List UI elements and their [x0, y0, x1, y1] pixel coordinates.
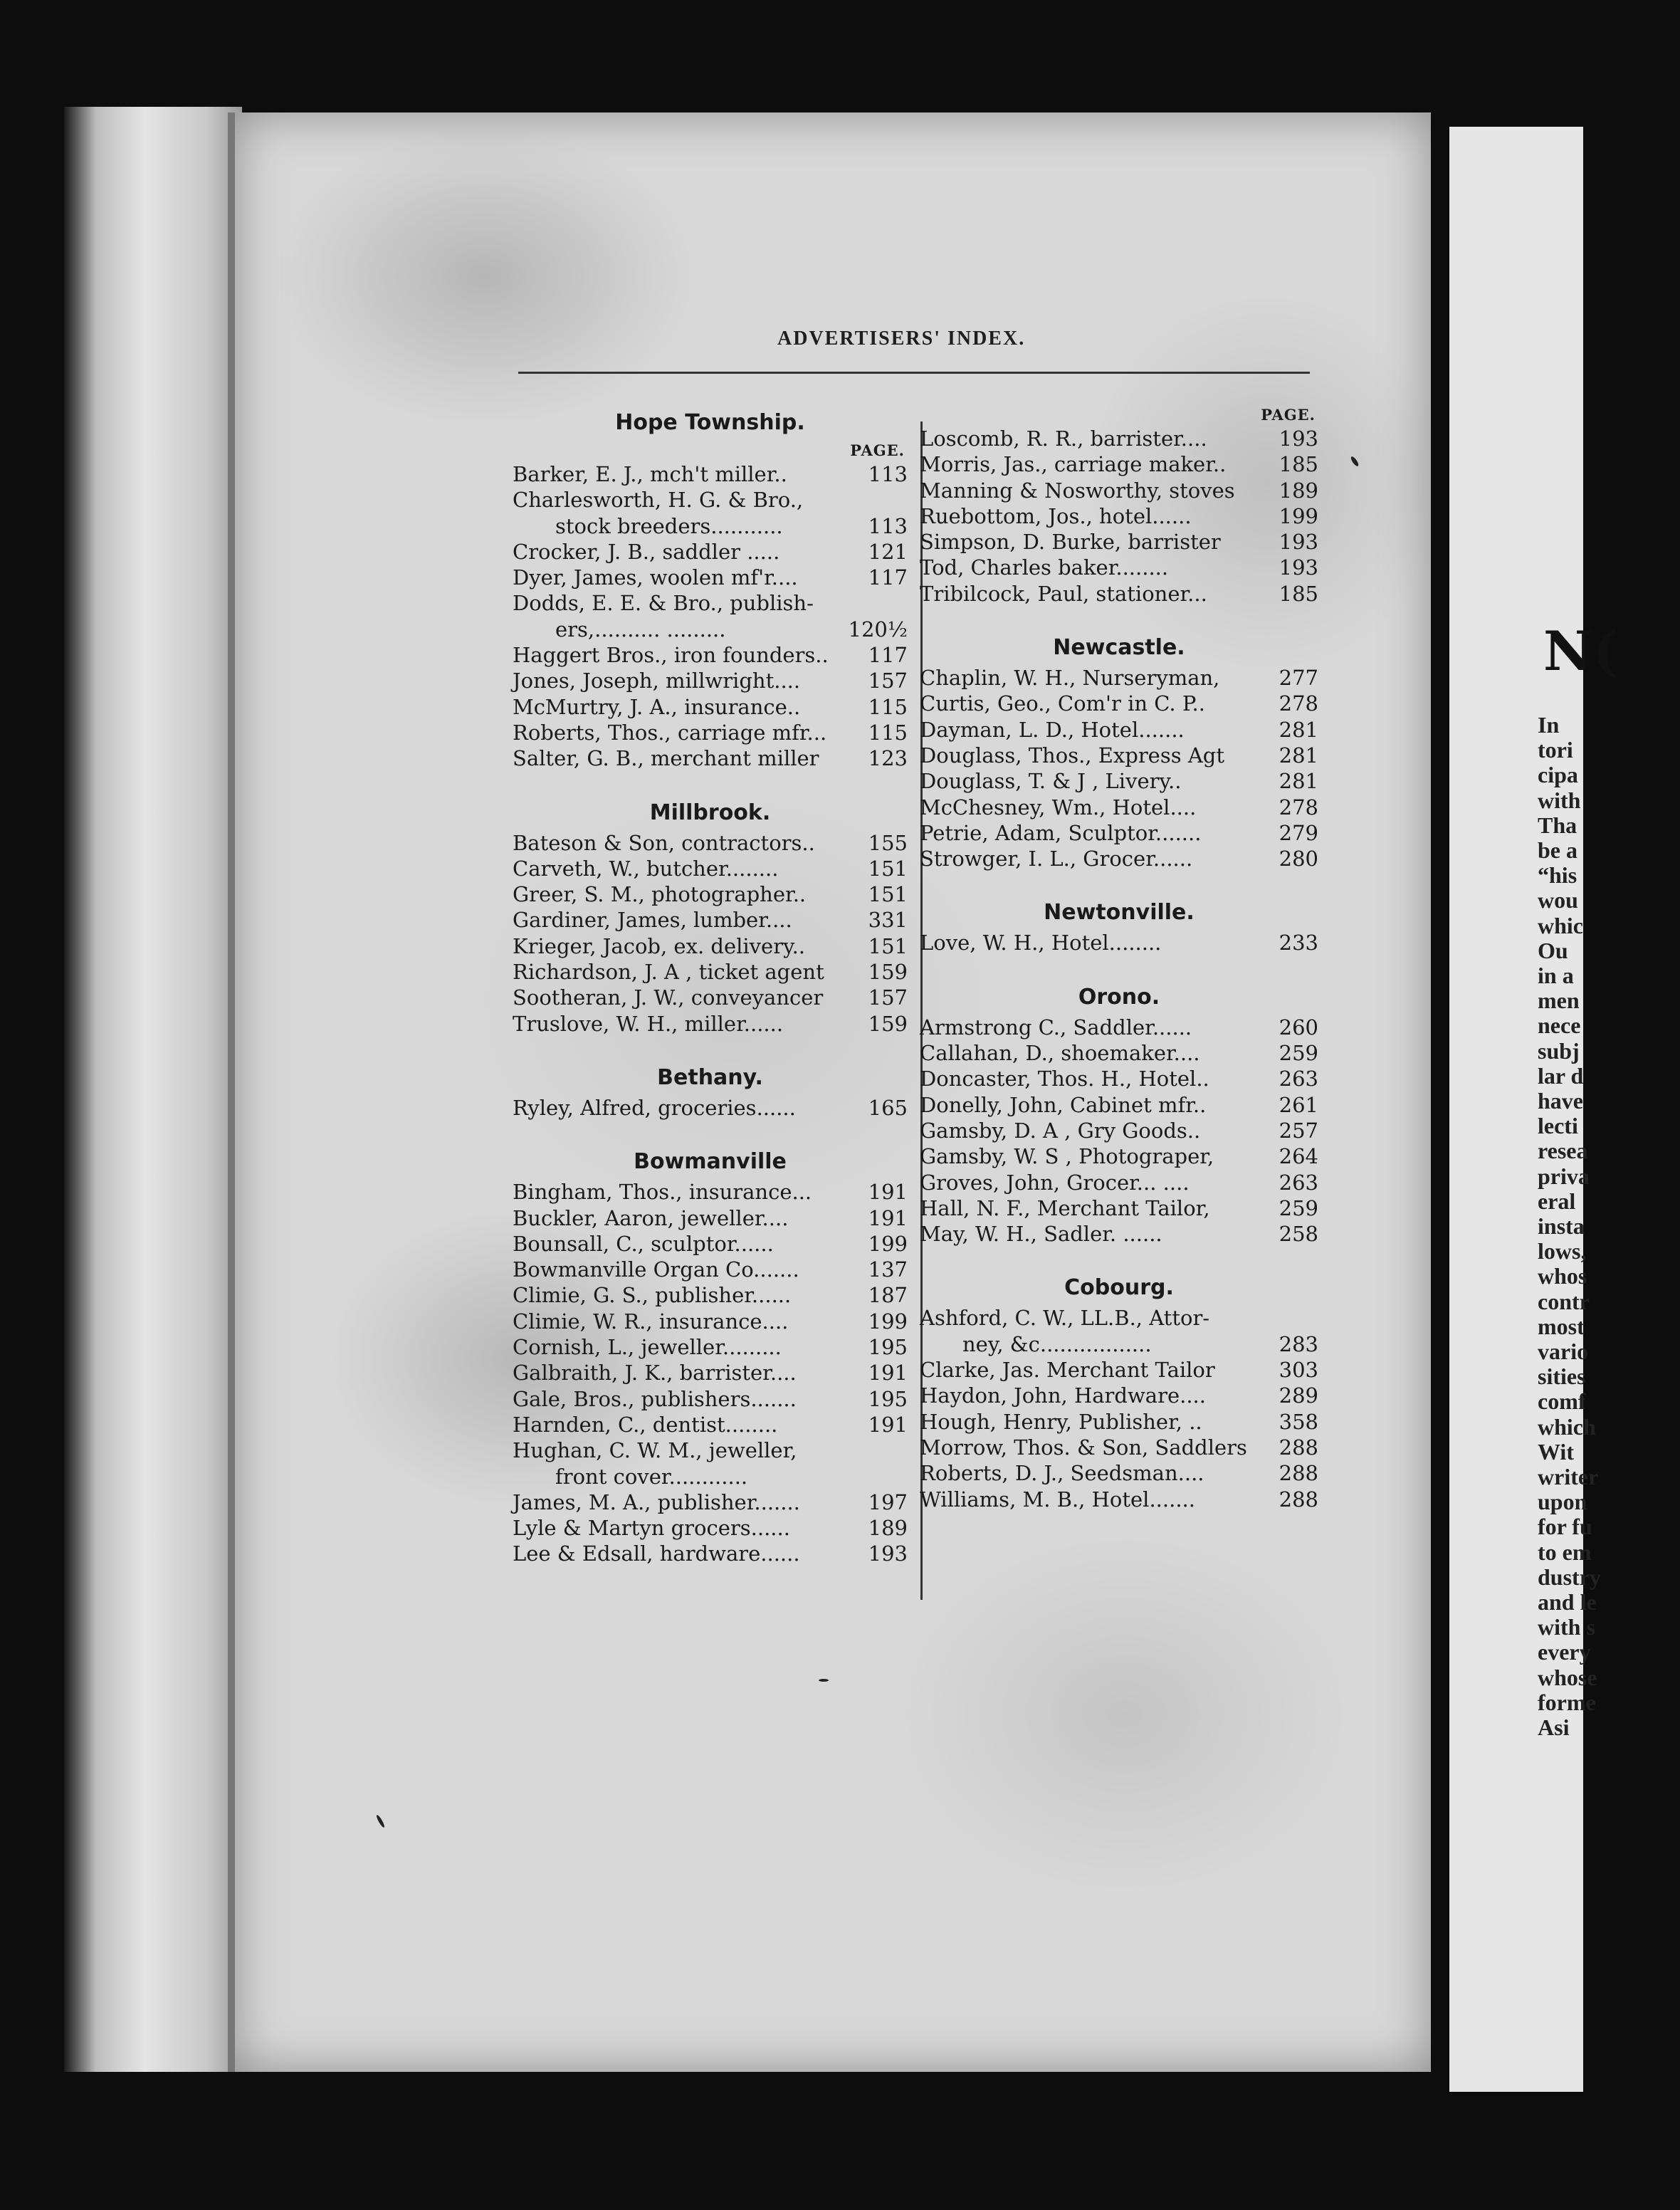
advertiser-name: Tribilcock, Paul, stationer... [920, 581, 1207, 606]
index-entry [513, 1360, 908, 1386]
facing-page-line: contr [1538, 1288, 1590, 1314]
facing-page-line: Wit [1538, 1438, 1574, 1465]
index-entry [920, 1331, 1318, 1357]
page-number: 281 [1279, 769, 1318, 794]
page-number: 278 [1279, 795, 1318, 819]
facing-page-heading: N( [1543, 619, 1619, 683]
advertiser-name: Climie, G. S., publisher...... [513, 1283, 792, 1308]
index-entry [920, 581, 1318, 607]
index-entry [513, 694, 908, 720]
index-entry [513, 1437, 908, 1463]
advertiser-name: Dodds, E. E. & Bro., publish- [513, 591, 814, 616]
index-entry [513, 539, 908, 565]
section-heading: Orono. [1078, 984, 1160, 1010]
index-entry [920, 768, 1318, 794]
advertiser-name: Armstrong C., Saddler...... [920, 1015, 1192, 1039]
page-number: 187 [868, 1283, 908, 1308]
advertiser-name: McMurtry, J. A., insurance.. [513, 694, 801, 719]
index-entry [513, 1205, 908, 1231]
advertiser-name: Love, W. H., Hotel........ [920, 931, 1162, 955]
advertiser-name: Bounsall, C., sculptor...... [513, 1231, 774, 1256]
index-entry [920, 820, 1318, 846]
facing-page-line: lar d [1538, 1062, 1584, 1089]
page-title: ADVERTISERS' INDEX. [777, 328, 1026, 350]
page-number: 191 [868, 1361, 908, 1386]
index-entry [513, 907, 908, 933]
advertiser-name: Callahan, D., shoemaker.... [920, 1041, 1200, 1066]
index-entry [920, 1170, 1318, 1195]
advertiser-name: Clarke, Jas. Merchant Tailor [920, 1358, 1215, 1383]
index-entry [513, 1095, 908, 1121]
advertiser-name: front cover............ [555, 1464, 748, 1489]
page-column-label: PAGE. [1261, 406, 1316, 424]
left-column [513, 404, 908, 1567]
facing-page-line: Tha [1538, 812, 1577, 838]
facing-page-line: eral [1538, 1188, 1576, 1214]
advertiser-name: Williams, M. B., Hotel....... [920, 1487, 1195, 1512]
advertiser-name: Truslove, W. H., miller...... [513, 1011, 784, 1036]
facing-page-line: whic [1538, 912, 1583, 938]
page-number: 185 [1279, 452, 1318, 477]
index-entry [513, 720, 908, 745]
advertiser-name: Bowmanville Organ Co....... [513, 1257, 799, 1282]
section-heading: Hope Township. [615, 410, 805, 435]
facing-page-line: wou [1538, 887, 1578, 913]
index-entry [920, 1118, 1318, 1143]
index-entry [513, 1257, 908, 1282]
facing-page-line: with s [1538, 1614, 1595, 1640]
index-entry [920, 1383, 1318, 1408]
page-number: 279 [1279, 820, 1318, 845]
page-number: 260 [1279, 1015, 1318, 1039]
advertiser-name: Ruebottom, Jos., hotel...... [920, 503, 1192, 528]
page-number: 259 [1279, 1195, 1318, 1220]
facing-page-line: which [1538, 1413, 1596, 1440]
page-number: 280 [1279, 847, 1318, 871]
facing-page-line: Ou [1538, 937, 1568, 963]
advertiser-name: May, W. H., Sadler. ...... [920, 1222, 1162, 1247]
page-number: 193 [1279, 555, 1318, 580]
page-number: 189 [868, 1516, 908, 1541]
section-heading: Bowmanville [634, 1149, 787, 1175]
facing-page-line: whose [1538, 1664, 1597, 1690]
index-entry [920, 930, 1318, 955]
page-column-label: PAGE. [850, 441, 905, 459]
left-page-edge [64, 107, 242, 2072]
page-number: 159 [868, 1011, 908, 1036]
facing-page-line: resea [1538, 1138, 1588, 1164]
advertiser-name: ers,.......... ......... [555, 617, 726, 641]
page-number: 193 [1279, 426, 1318, 451]
index-entry [513, 745, 908, 771]
index-entry [513, 1309, 908, 1334]
index-entry [513, 830, 908, 856]
page-number: 193 [868, 1541, 908, 1566]
facing-page-line: have [1538, 1088, 1583, 1114]
index-entry [513, 642, 908, 668]
facing-page-line: and le [1538, 1589, 1597, 1615]
facing-page-line: priva [1538, 1163, 1590, 1189]
advertiser-name: Salter, G. B., merchant miller [513, 746, 819, 771]
index-entry [920, 1460, 1318, 1486]
facing-page-line: In [1538, 712, 1560, 738]
advertiser-name: Bateson & Son, contractors.. [513, 830, 815, 855]
page-number: 257 [1279, 1118, 1318, 1143]
index-entry [513, 1464, 908, 1489]
page-number: 199 [1279, 503, 1318, 528]
index-entry [920, 503, 1318, 529]
advertiser-name: Roberts, D. J., Seedsman.... [920, 1461, 1204, 1486]
page-number: 278 [1279, 691, 1318, 716]
page-number: 113 [868, 513, 908, 538]
index-entry [513, 881, 908, 907]
facing-page-line: vario [1538, 1339, 1589, 1364]
advertiser-name: Chaplin, W. H., Nurseryman, [920, 666, 1220, 691]
advertiser-name: Ashford, C. W., LL.B., Attor- [920, 1306, 1210, 1331]
index-entry [920, 1221, 1318, 1247]
advertiser-name: Buckler, Aaron, jeweller.... [513, 1205, 789, 1230]
advertiser-name: Jones, Joseph, millwright.... [513, 669, 801, 693]
advertiser-name: Tod, Charles baker........ [920, 555, 1169, 580]
index-entry [920, 1357, 1318, 1383]
advertiser-name: James, M. A., publisher....... [513, 1489, 800, 1514]
advertiser-name: Hough, Henry, Publisher, .. [920, 1409, 1202, 1434]
advertiser-name: Harnden, C., dentist........ [513, 1412, 778, 1437]
index-entry [920, 1195, 1318, 1221]
page-number: 331 [868, 908, 908, 933]
facing-page-line: lecti [1538, 1113, 1578, 1139]
index-entry [513, 487, 908, 513]
advertiser-name: Climie, W. R., insurance.... [513, 1309, 789, 1334]
facing-page-line: men [1538, 988, 1580, 1014]
advertiser-name: Morrow, Thos. & Son, Saddlers [920, 1435, 1247, 1460]
advertiser-name: Douglass, T. & J , Livery.. [920, 769, 1182, 794]
index-entry [920, 1066, 1318, 1091]
advertiser-name: Haydon, John, Hardware.... [920, 1383, 1206, 1408]
advertiser-name: Galbraith, J. K., barrister.... [513, 1361, 797, 1386]
page-number: 263 [1279, 1170, 1318, 1195]
index-entry [513, 1179, 908, 1205]
page-number: 151 [868, 882, 908, 907]
advertiser-name: Greer, S. M., photographer.. [513, 882, 807, 907]
index-entry [920, 555, 1318, 580]
facing-page-line: to em [1538, 1539, 1592, 1565]
advertiser-name: Groves, John, Grocer... .... [920, 1170, 1190, 1195]
facing-page-line: insta [1538, 1213, 1585, 1239]
index-entry [513, 1386, 908, 1412]
page-number: 281 [1279, 743, 1318, 768]
facing-page-line: every [1538, 1639, 1591, 1665]
index-entry [513, 461, 908, 487]
index-entry [920, 1435, 1318, 1460]
index-entry [513, 1489, 908, 1515]
facing-page-line: “his [1538, 862, 1577, 889]
advertiser-name: Lee & Edsall, hardware...... [513, 1541, 800, 1566]
index-entry [920, 1015, 1318, 1040]
advertiser-name: Hall, N. F., Merchant Tailor, [920, 1195, 1210, 1220]
page-number: 157 [868, 669, 908, 693]
index-entry [920, 665, 1318, 691]
facing-page-line: lows, [1538, 1238, 1587, 1264]
index-entry [513, 1011, 908, 1037]
index-entry [920, 717, 1318, 743]
index-entry [920, 1040, 1318, 1066]
page-number: 263 [1279, 1067, 1318, 1091]
page-number: 120½ [848, 617, 908, 641]
advertiser-name: Cornish, L., jeweller......... [513, 1335, 782, 1360]
page-number: 358 [1279, 1409, 1318, 1434]
index-entry [513, 1231, 908, 1257]
advertiser-name: Haggert Bros., iron founders.. [513, 643, 829, 668]
index-entry [513, 1282, 908, 1308]
index-entry [920, 795, 1318, 820]
facing-page-line: forme [1538, 1689, 1596, 1715]
index-entry [513, 617, 908, 642]
section-heading: Cobourg. [1064, 1275, 1174, 1301]
page-number: 233 [1279, 931, 1318, 955]
facing-page-line: most [1538, 1313, 1585, 1339]
index-entry [513, 959, 908, 985]
page-number: 191 [868, 1205, 908, 1230]
facing-page-line: writer [1538, 1464, 1599, 1489]
page-number: 281 [1279, 717, 1318, 742]
page-number: 199 [868, 1309, 908, 1334]
advertiser-name: Barker, E. J., mch't miller.. [513, 462, 787, 486]
advertiser-name: McChesney, Wm., Hotel.... [920, 795, 1197, 819]
section-heading: Newcastle. [1053, 635, 1185, 661]
page-number: 159 [868, 960, 908, 985]
index-entry [513, 1334, 908, 1360]
facing-page-line: whos [1538, 1263, 1587, 1289]
index-entry [513, 1515, 908, 1541]
index-entry [920, 743, 1318, 768]
ink-speck [819, 1679, 829, 1682]
page-number: 283 [1279, 1331, 1318, 1356]
index-entry [513, 1541, 908, 1566]
advertiser-name: Bingham, Thos., insurance... [513, 1180, 812, 1205]
index-entry [920, 451, 1318, 477]
index-entry [513, 565, 908, 590]
right-column [920, 404, 1318, 1512]
index-entry [513, 590, 908, 616]
page-number: 113 [868, 462, 908, 486]
index-entry [513, 513, 908, 539]
index-entry [513, 985, 908, 1010]
index-entry [513, 668, 908, 693]
facing-page-line: sities [1538, 1363, 1586, 1390]
page-number: 288 [1279, 1487, 1318, 1512]
advertiser-name: Curtis, Geo., Com'r in C. P.. [920, 691, 1205, 716]
facing-page-line: in a [1538, 963, 1574, 988]
facing-page-line: comf [1538, 1388, 1586, 1415]
page-number: 151 [868, 856, 908, 881]
page-number: 191 [868, 1412, 908, 1437]
page-number: 121 [868, 539, 908, 564]
index-entry [513, 933, 908, 959]
section-heading: Newtonville. [1044, 900, 1195, 926]
page-number: 197 [868, 1489, 908, 1514]
index-entry [920, 1305, 1318, 1331]
advertiser-name: Donelly, John, Cabinet mfr.. [920, 1092, 1207, 1117]
page-number: 151 [868, 933, 908, 958]
page-number: 165 [868, 1095, 908, 1120]
facing-page-line: Asi [1538, 1714, 1570, 1740]
page-number: 264 [1279, 1144, 1318, 1169]
advertiser-name: ney, &c................. [962, 1331, 1152, 1356]
page-number: 258 [1279, 1222, 1318, 1247]
page-number: 123 [868, 746, 908, 771]
facing-page-line: subj [1538, 1037, 1580, 1064]
page-number: 288 [1279, 1435, 1318, 1460]
page-number: 155 [868, 830, 908, 855]
page-number: 115 [868, 720, 908, 745]
advertiser-name: Dyer, James, woolen mf'r.... [513, 565, 798, 590]
advertiser-name: Doncaster, Thos. H., Hotel.. [920, 1067, 1209, 1091]
advertiser-name: Gale, Bros., publishers....... [513, 1386, 797, 1411]
index-entry [920, 1092, 1318, 1118]
advertiser-name: Krieger, Jacob, ex. delivery.. [513, 933, 806, 958]
advertiser-name: Crocker, J. B., saddler ..... [513, 539, 780, 564]
page-number: 289 [1279, 1383, 1318, 1408]
advertiser-name: Loscomb, R. R., barrister.... [920, 426, 1207, 451]
facing-page-line: dustry [1538, 1564, 1601, 1590]
advertiser-name: Richardson, J. A , ticket agent [513, 960, 824, 985]
index-entry [513, 856, 908, 881]
facing-page-line: be a [1538, 837, 1577, 863]
advertiser-name: Gamsby, D. A , Gry Goods.. [920, 1118, 1201, 1143]
advertiser-name: stock breeders........... [555, 513, 783, 538]
advertiser-name: Manning & Nosworthy, stoves [920, 478, 1235, 503]
index-entry [513, 1412, 908, 1437]
index-entry [920, 1487, 1318, 1512]
advertiser-name: Carveth, W., butcher........ [513, 856, 779, 881]
advertiser-name: Sootheran, J. W., conveyancer [513, 985, 824, 1010]
index-entry [920, 1409, 1318, 1435]
advertiser-name: Dayman, L. D., Hotel....... [920, 717, 1185, 742]
index-entry [920, 691, 1318, 716]
facing-page-line: cipa [1538, 762, 1578, 788]
index-entry [920, 846, 1318, 871]
page-number: 261 [1279, 1092, 1318, 1117]
advertiser-name: Simpson, D. Burke, barrister [920, 530, 1221, 555]
page-number: 137 [868, 1257, 908, 1282]
page-number: 115 [868, 694, 908, 719]
page-number: 117 [868, 643, 908, 668]
facing-page-line: nece [1538, 1012, 1581, 1039]
advertiser-name: Gardiner, James, lumber.... [513, 908, 792, 933]
advertiser-name: Petrie, Adam, Sculptor....... [920, 820, 1202, 845]
facing-page-line: with [1538, 787, 1581, 813]
advertiser-name: Strowger, I. L., Grocer...... [920, 847, 1193, 871]
advertiser-name: Charlesworth, H. G. & Bro., [513, 488, 804, 513]
header-rule [518, 372, 1310, 374]
index-entry [920, 426, 1318, 451]
advertiser-name: Douglass, Thos., Express Agt [920, 743, 1224, 768]
section-heading: Millbrook. [649, 800, 771, 825]
page-number: 259 [1279, 1041, 1318, 1066]
page-number: 185 [1279, 581, 1318, 606]
index-entry [920, 478, 1318, 503]
page-number: 191 [868, 1180, 908, 1205]
index-entry [920, 529, 1318, 555]
advertiser-name: Lyle & Martyn grocers...... [513, 1516, 790, 1541]
advertiser-name: Morris, Jas., carriage maker.. [920, 452, 1227, 477]
facing-page-line: tori [1538, 737, 1573, 763]
page-number: 199 [868, 1231, 908, 1256]
facing-page-line: for fu [1538, 1514, 1592, 1540]
page-number: 189 [1279, 478, 1318, 503]
page-number: 117 [868, 565, 908, 590]
section-heading: Bethany. [657, 1064, 763, 1090]
advertiser-name: Gamsby, W. S , Photograper, [920, 1144, 1214, 1169]
page-number: 195 [868, 1386, 908, 1411]
index-entry [920, 1143, 1318, 1169]
page-number: 193 [1279, 530, 1318, 555]
page-number: 288 [1279, 1461, 1318, 1486]
page-number: 157 [868, 985, 908, 1010]
advertiser-name: Ryley, Alfred, groceries...... [513, 1095, 796, 1120]
facing-page-line: upon [1538, 1489, 1587, 1515]
advertiser-name: Hughan, C. W. M., jeweller, [513, 1438, 797, 1463]
page-number: 303 [1279, 1358, 1318, 1383]
advertiser-name: Roberts, Thos., carriage mfr... [513, 720, 827, 745]
page-number: 195 [868, 1335, 908, 1360]
page-number: 277 [1279, 666, 1318, 691]
